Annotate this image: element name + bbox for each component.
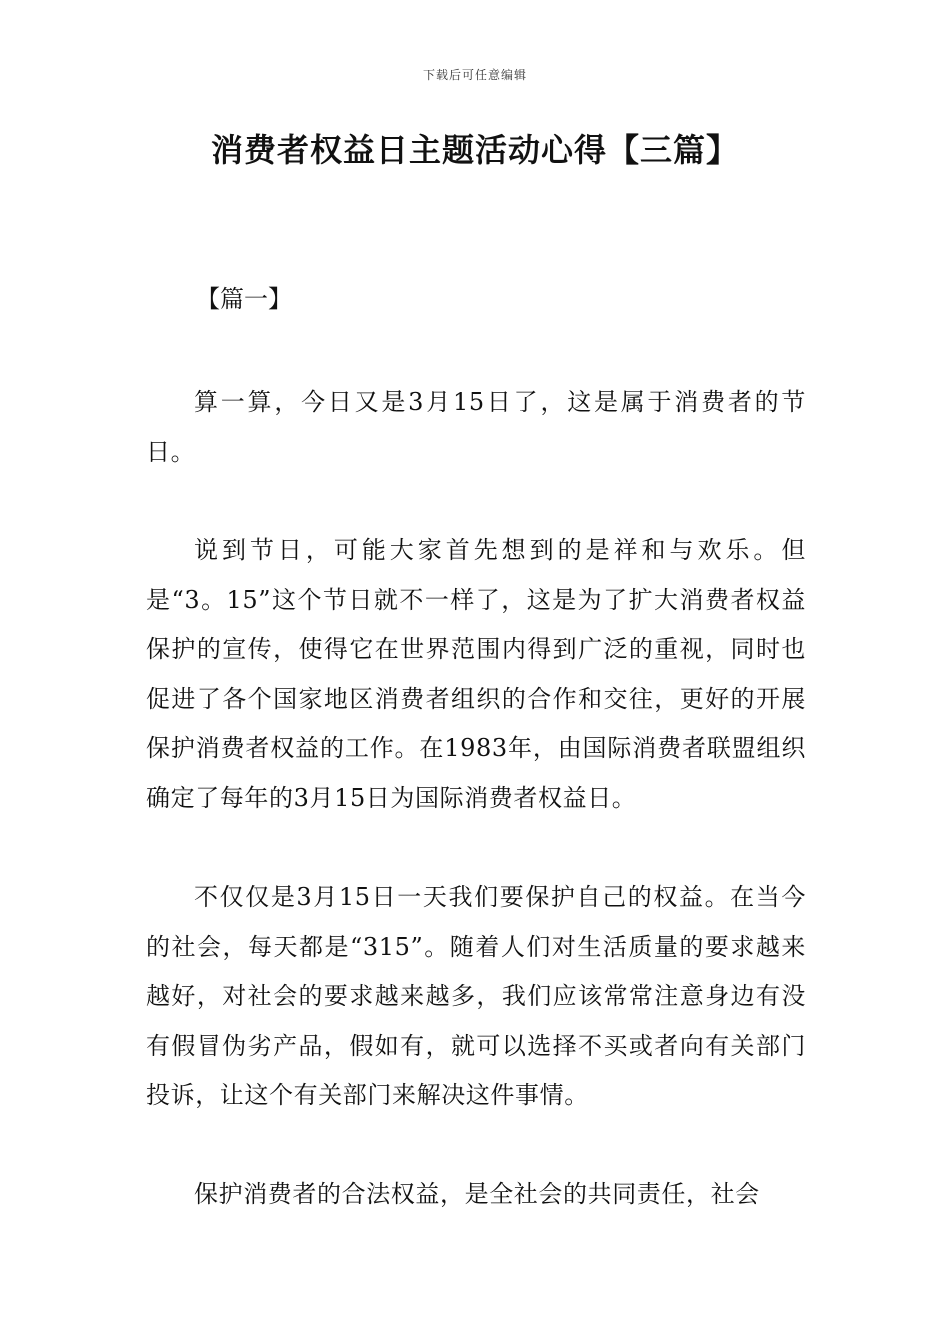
document-title: 消费者权益日主题活动心得【三篇】 [210,131,739,169]
body-paragraph-3: 不仅仅是3月15日一天我们要保护自己的权益。在当今的社会，每天都是“315”。随着人们对生活质量的要求越来越好，对社会的要求越来越多，我们应该常常注意身边有没有假冒伪劣产品，假如有，就可以选择不买或者向有关部门投诉，让这个有关部门来解决这件事情。 [146,883,806,1109]
section-heading: 【篇一】 [196,285,292,313]
page-header-note: 下载后可任意编辑 [422,68,527,82]
body-paragraph-2: 说到节日，可能大家首先想到的是祥和与欢乐。但是“3。15”这个节日就不一样了，这是为了扩大消费者权益保护的宣传，使得它在世界范围内得到广泛的重视，同时也促进了各个国家地区消费者组织的合作和交往，更好的开展保护消费者权益的工作。在1983年，由国际消费者联盟组织确定了每年的3月15日为国际消费者权益日。 [146,536,806,812]
body-paragraph-1: 算一算，今日又是3月15日了，这是属于消费者的节日。 [146,388,806,466]
body-paragraph-4: 保护消费者的合法权益，是全社会的共同责任，社会 [194,1180,760,1208]
